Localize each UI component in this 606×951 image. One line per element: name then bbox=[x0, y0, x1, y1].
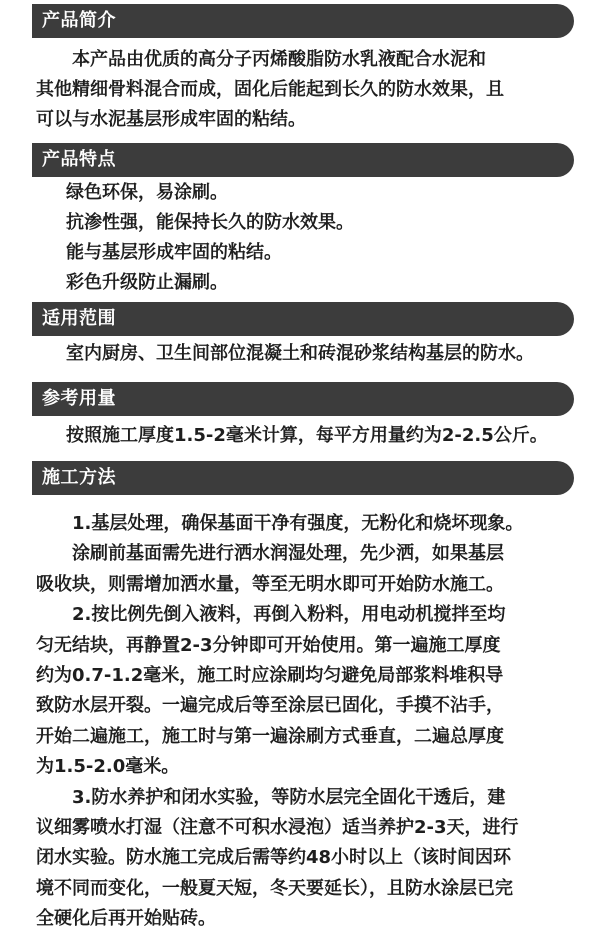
dosage-line: 按照施工厚度1.5-2毫米计算，每平方用量约为2-2.5公斤。 bbox=[66, 425, 548, 446]
feature-item: 能与基层形成牢固的粘结。 bbox=[66, 242, 282, 263]
method-line: 开始二遍施工，施工时与第一遍涂刷方式垂直，二遍总厚度 bbox=[36, 725, 504, 747]
method-line: 全硬化后再开始贴砖。 bbox=[36, 908, 216, 930]
section-heading-dosage: 参考用量 bbox=[32, 382, 574, 416]
scope-text bbox=[36, 339, 590, 369]
feature-item: 绿色环保，易涂刷。 bbox=[66, 182, 228, 203]
method-line: 为1.5-2.0毫米。 bbox=[36, 756, 180, 778]
features-list bbox=[36, 178, 590, 298]
method-line: 2.按比例先倒入液料，再倒入粉料，用电动机搅拌至均 bbox=[72, 604, 506, 626]
intro-line: 其他精细骨料混合而成，固化后能起到长久的防水效果，且 bbox=[36, 79, 504, 100]
method-line: 涂刷前基面需先进行洒水润湿处理，先少洒，如果基层 bbox=[72, 543, 504, 565]
method-line: 约为0.7-1.2毫米，施工时应涂刷均匀避免局部浆料堆积导 bbox=[36, 665, 504, 687]
intro-line: 可以与水泥基层形成牢固的粘结。 bbox=[36, 109, 306, 130]
feature-item: 彩色升级防止漏刷。 bbox=[66, 272, 228, 293]
method-text bbox=[36, 509, 590, 935]
method-line: 议细雾喷水打湿（注意不可积水浸泡）适当养护2-3天，进行 bbox=[36, 817, 519, 839]
section-heading-features: 产品特点 bbox=[32, 143, 574, 177]
method-line: 吸收块，则需增加洒水量，等至无明水即可开始防水施工。 bbox=[36, 573, 504, 595]
method-line: 3.防水养护和闭水实验，等防水层完全固化干透后，建 bbox=[72, 786, 506, 808]
section-heading-scope: 适用范围 bbox=[32, 302, 574, 336]
method-line: 1.基层处理，确保基面干净有强度，无粉化和烧坏现象。 bbox=[72, 513, 524, 534]
method-line: 匀无结块，再静置2-3分钟即可开始使用。第一遍施工厚度 bbox=[36, 634, 501, 656]
method-line: 境不同而变化，一般夏天短，冬天要延长），且防水涂层已完 bbox=[36, 877, 513, 899]
scope-line: 室内厨房、卫生间部位混凝土和砖混砂浆结构基层的防水。 bbox=[66, 343, 534, 364]
intro-line: 本产品由优质的高分子丙烯酸脂防水乳液配合水泥和 bbox=[72, 49, 486, 70]
section-heading-intro: 产品简介 bbox=[32, 4, 574, 38]
intro-text bbox=[36, 45, 590, 135]
method-line: 闭水实验。防水施工完成后需等约48小时以上（该时间因环 bbox=[36, 847, 512, 869]
method-line: 致防水层开裂。一遍完成后等至涂层已固化，手摸不沾手， bbox=[36, 695, 504, 717]
section-heading-method: 施工方法 bbox=[32, 461, 574, 495]
dosage-text bbox=[36, 421, 590, 451]
feature-item: 抗渗性强，能保持长久的防水效果。 bbox=[66, 212, 354, 233]
